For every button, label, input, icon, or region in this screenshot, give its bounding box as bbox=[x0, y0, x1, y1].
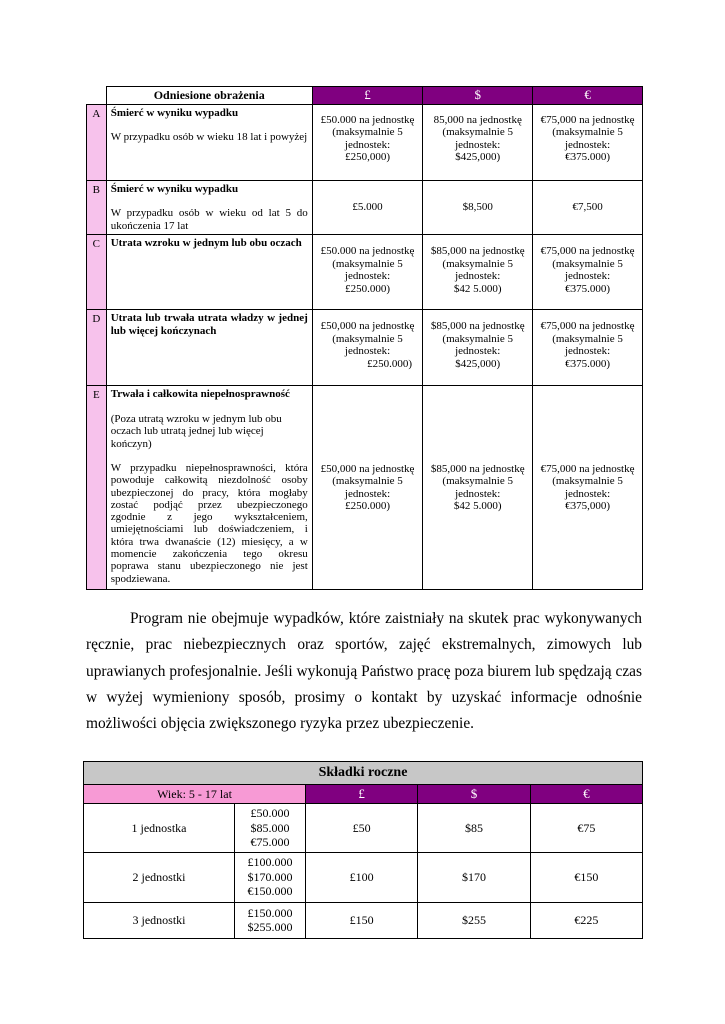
injury-title: Śmierć w wyniku wypadku bbox=[110, 182, 239, 195]
injury-description bbox=[106, 180, 312, 235]
table-row bbox=[84, 804, 643, 853]
price-eur: €150 bbox=[530, 852, 642, 902]
table-row bbox=[87, 310, 643, 386]
injury-title: Utrata wzroku w jednym lub obu oczach bbox=[110, 237, 302, 249]
price-eur: €225 bbox=[530, 902, 642, 938]
price-usd: $255 bbox=[418, 902, 530, 938]
injury-column-header: Odniesione obrażenia bbox=[106, 87, 312, 105]
price-gbp: £100 bbox=[306, 852, 418, 902]
amount-gbp: £50.000 na jednostkę (maksymalnie 5 jednostek: £250.000) bbox=[312, 235, 423, 310]
injury-note: W przypadku niepełnosprawności, która powoduje całkowitą niezdolność osoby ubezpieczonej do pracy, która mogłaby zostać podjąć przez ubezpieczonego zgodnie z jego wykształceniem, umiejętnościami lub doświadczeniem, i która trwa dwanaście (12) miesięcy, a w momencie zakończenia tego okresu poprawa stanu ubezpieczonego nie jest spodziewana. bbox=[110, 462, 308, 585]
units-label: 1 jednostka bbox=[84, 804, 235, 853]
injury-note: W przypadku osób w wieku od lat 5 do ukończenia 17 lat bbox=[110, 207, 308, 232]
coverage-limits: £50.000 $85.000 €75.000 bbox=[235, 804, 306, 853]
exclusions-paragraph: Program nie obejmuje wypadków, które zaistniały na skutek prac wykonywanych ręcznie, prac niebezpiecznych oraz sportów, zajęć ekstremalnych, zimowych lub uprawianych profesjonalnie. Jeśli wykonują Państwo pracę poza biurem lub spędzają czas w wyżej wymieniony sposób, prosimy o kontakt by uzyskać informacje odnośnie możliwości objęcia zwiększonego ryzyka przez ubezpieczenie. bbox=[86, 610, 642, 733]
amount-gbp: £50,000 na jednostkę (maksymalnie 5 jednostek: £250.000) bbox=[312, 310, 423, 386]
table-row bbox=[84, 902, 643, 938]
amount-usd: $8,500 bbox=[423, 180, 533, 235]
currency-eur-header: € bbox=[530, 785, 642, 804]
table-header-row bbox=[87, 87, 643, 105]
price-usd: $170 bbox=[418, 852, 530, 902]
amount-eur: €75,000 na jednostkę (maksymalnie 5 jednostek: €375.000) bbox=[533, 235, 643, 310]
injury-description bbox=[106, 386, 312, 590]
age-range-label: Wiek: 5 - 17 lat bbox=[84, 785, 306, 804]
injury-note: W przypadku osób w wieku 18 lat i powyżej bbox=[110, 131, 308, 143]
table-row bbox=[87, 104, 643, 180]
injury-description bbox=[106, 235, 312, 310]
table-row bbox=[84, 852, 643, 902]
amount-usd: $85,000 na jednostkę (maksymalnie 5 jednostek: $42 5.000) bbox=[423, 386, 533, 590]
currency-gbp-header: £ bbox=[306, 785, 418, 804]
price-gbp: £50 bbox=[306, 804, 418, 853]
annual-premiums-table bbox=[83, 761, 643, 939]
amount-eur: €75,000 na jednostkę (maksymalnie 5 jednostek: €375,000) bbox=[533, 386, 643, 590]
table-row bbox=[87, 235, 643, 310]
row-code: B bbox=[87, 180, 107, 235]
injury-description bbox=[106, 310, 312, 386]
coverage-limits: £100.000 $170.000 €150.000 bbox=[235, 852, 306, 902]
injury-title: Trwała i całkowita niepełnosprawność bbox=[110, 388, 290, 400]
amount-eur: €7,500 bbox=[533, 180, 643, 235]
coverage-limits: £150.000 $255.000 bbox=[235, 902, 306, 938]
price-gbp: £150 bbox=[306, 902, 418, 938]
amount-gbp: £5.000 bbox=[312, 180, 423, 235]
price-eur: €75 bbox=[530, 804, 642, 853]
injury-title: Śmierć w wyniku wypadku bbox=[110, 106, 239, 119]
row-code: C bbox=[87, 235, 107, 310]
currency-usd-header: $ bbox=[423, 87, 533, 105]
amount-usd: $85,000 na jednostkę (maksymalnie 5 jednostek: $425,000) bbox=[423, 310, 533, 386]
header-corner bbox=[87, 87, 107, 105]
injury-benefits-table bbox=[86, 86, 643, 590]
row-code: D bbox=[87, 310, 107, 386]
row-code: E bbox=[87, 386, 107, 590]
units-label: 3 jednostki bbox=[84, 902, 235, 938]
table-header-row bbox=[84, 785, 643, 804]
amount-gbp: £50,000 na jednostkę (maksymalnie 5 jednostek: £250.000) bbox=[312, 386, 423, 590]
injury-note: (Poza utratą wzroku w jednym lub obu oczach lub utratą jednej lub więcej kończyn) bbox=[110, 412, 282, 450]
amount-eur: €75,000 na jednostkę (maksymalnie 5 jednostek: €375.000) bbox=[533, 104, 643, 180]
currency-eur-header: € bbox=[533, 87, 643, 105]
amount-gbp: £50.000 na jednostkę (maksymalnie 5 jednostek: £250,000) bbox=[312, 104, 423, 180]
table-row bbox=[87, 180, 643, 235]
currency-gbp-header: £ bbox=[312, 87, 423, 105]
units-label: 2 jednostki bbox=[84, 852, 235, 902]
row-code: A bbox=[87, 104, 107, 180]
table-title-row bbox=[84, 762, 643, 785]
table-title: Składki roczne bbox=[84, 762, 643, 785]
currency-usd-header: $ bbox=[418, 785, 530, 804]
table-row bbox=[87, 386, 643, 590]
amount-usd: $85,000 na jednostkę (maksymalnie 5 jednostek: $42 5.000) bbox=[423, 235, 533, 310]
injury-title: Utrata lub trwała utrata władzy w jednej lub więcej kończynach bbox=[110, 312, 308, 337]
amount-usd: 85,000 na jednostkę (maksymalnie 5 jednostek: $425,000) bbox=[423, 104, 533, 180]
price-usd: $85 bbox=[418, 804, 530, 853]
injury-description bbox=[106, 104, 312, 180]
amount-eur: €75,000 na jednostkę (maksymalnie 5 jednostek: €375.000) bbox=[533, 310, 643, 386]
